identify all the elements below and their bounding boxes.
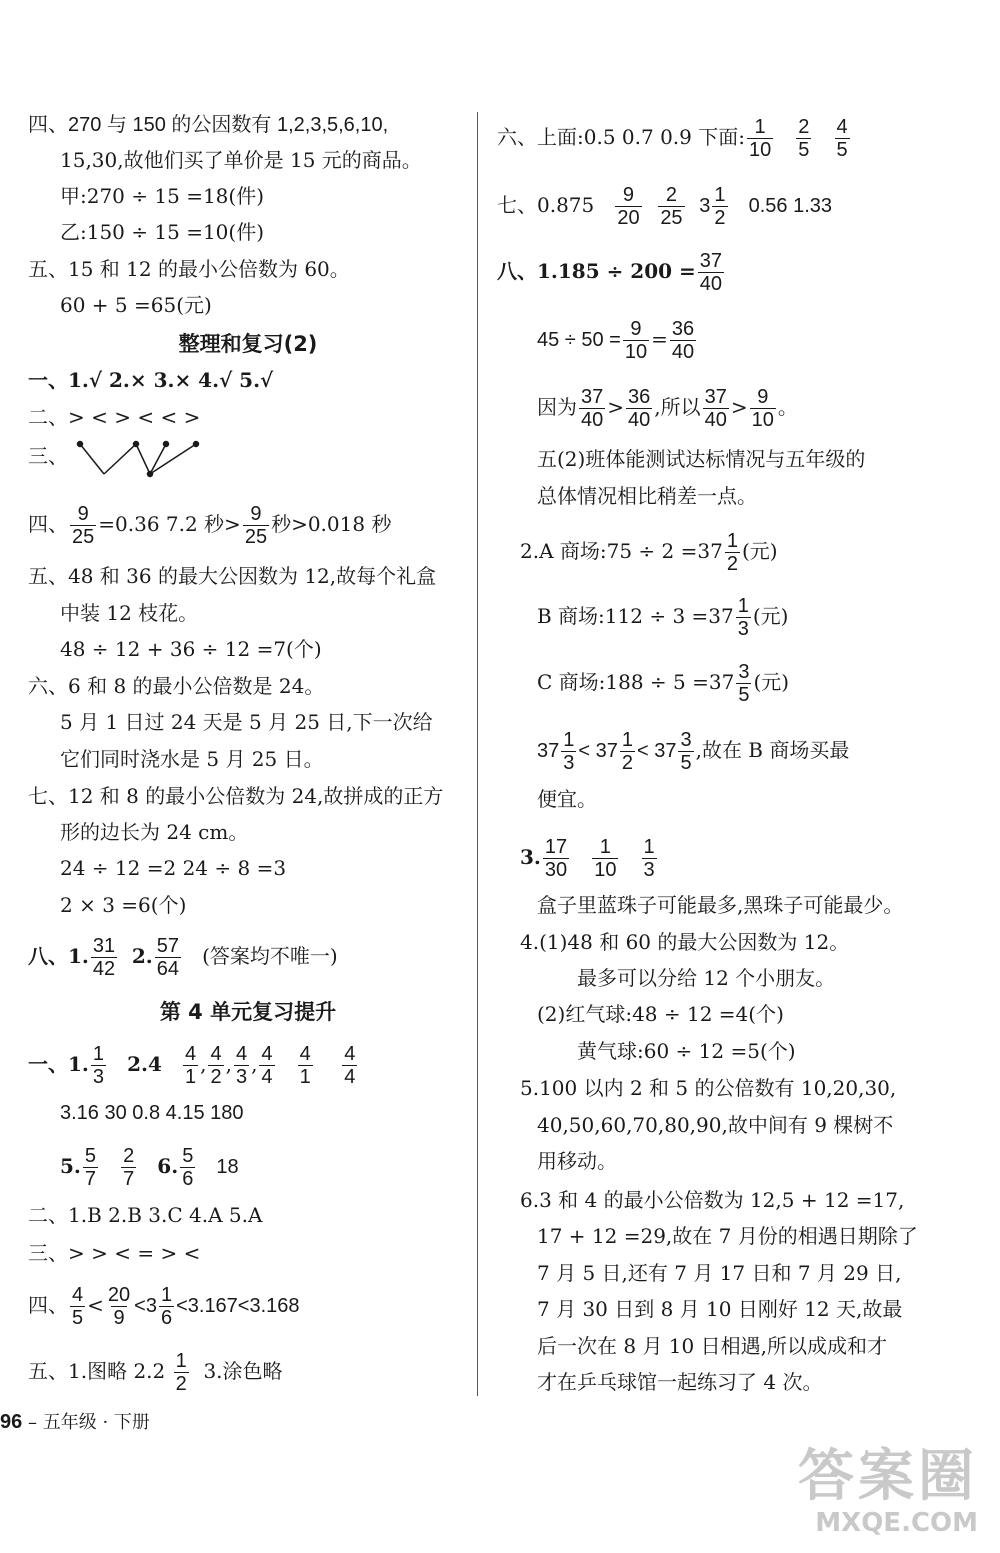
answer-ba-4d: 黄气球:60 ÷ 12 =5(个) [577, 1039, 796, 1063]
fraction: $\frac{5}{7}$ [84, 1145, 97, 1190]
review2-q1: 一、1.√ 2.× 3.× 4.√ 5.√ [28, 368, 274, 392]
review2-q7-line4: 2 × 3 =6(个) [60, 893, 187, 917]
fraction: $\frac{3}{5}$ [738, 661, 750, 706]
fraction: $\frac{2}{25}$ [660, 184, 683, 229]
fraction: $\frac{4}{4}$ [261, 1043, 273, 1088]
fraction: $\frac{36}{40}$ [628, 386, 651, 431]
unit4-q1-line3: 5. $\frac{5}{7}$ $\frac{2}{7}$ 6. $\frac{5}{6}$ 18 [60, 1145, 239, 1190]
watermark-text: 答案圈 [798, 1444, 978, 1509]
fraction: $\frac{2}{7}$ [123, 1145, 135, 1190]
fraction: $\frac{2}{5}$ [798, 116, 810, 161]
answer-ba-2b: B 商场:112 ÷ 3 =37 $\frac{1}{3}$ (元) [537, 595, 789, 640]
answer-ba-6d: 7 月 30 日到 8 月 10 日刚好 12 天,故最 [537, 1297, 903, 1321]
answer-liu: 六、上面:0.5 0.7 0.9 下面: $\frac{1}{10}$ $\frac{2}{5}$ $\frac{4}{5}$ [497, 116, 848, 161]
fraction: $\frac{1}{3}$ [737, 595, 749, 640]
fraction: $\frac{31}{42}$ [92, 935, 116, 980]
fraction: $\frac{37}{40}$ [699, 250, 723, 295]
review2-q7-line2: 形的边长为 24 cm。 [60, 820, 249, 844]
fraction: $\frac{37}{40}$ [581, 386, 604, 431]
fraction: $\frac{1}{10}$ [594, 836, 617, 881]
answer-ba-2a: 2.A 商场:75 ÷ 2 =37 $\frac{1}{2}$ (元) [520, 530, 778, 575]
fraction: $\frac{9}{20}$ [617, 184, 640, 229]
fraction: $\frac{4}{3}$ [235, 1043, 248, 1088]
section-title-review2: 整理和复习(2) [178, 332, 318, 356]
review2-q6: 六、6 和 8 的最小公倍数是 24。 [28, 674, 325, 698]
fraction: $\frac{17}{30}$ [544, 836, 568, 881]
answer-ba-5c: 用移动。 [537, 1149, 617, 1173]
review2-q7: 七、12 和 8 的最小公倍数为 24,故拼成的正方 [28, 784, 444, 808]
fraction: $\frac{1}{3}$ [643, 836, 655, 881]
fraction: $\frac{1}{2}$ [714, 184, 726, 229]
review2-q6-line2: 5 月 1 日过 24 天是 5 月 25 日,下一次给 [60, 710, 433, 734]
fraction: $\frac{4}{5}$ [836, 116, 848, 161]
page-number: 96 [0, 1411, 23, 1433]
answer-ba-4b: 最多可以分给 12 个小朋友。 [577, 966, 836, 990]
fraction: $\frac{1}{2}$ [726, 530, 738, 575]
answer-si-line2: 15,30,故他们买了单价是 15 元的商品。 [60, 148, 422, 172]
fraction: $\frac{4}{1}$ [184, 1043, 197, 1088]
unit4-q1: 一、1. $\frac{1}{3}$ 2.4 $\frac{4}{1}$ , $\frac{4}{2}$ , $\frac{4}{3}$ , $\frac{4}{4}$ $\frac{4}{1}$ $\frac{4}{4}$ [28, 1043, 356, 1088]
answer-ba-6b: 17 + 12 =29,故在 7 月份的相遇日期除了 [537, 1224, 918, 1248]
watermark-url: MXQE.COM [815, 1508, 978, 1538]
footer-separator: – [27, 1412, 37, 1433]
fraction: $\frac{9}{25}$ [72, 503, 95, 548]
answer-ba-1-line4: 五(2)班体能测试达标情况与五年级的 [537, 447, 866, 471]
answer-wu-line2: 60 + 5 =65(元) [60, 293, 212, 317]
fraction: $\frac{4}{1}$ [299, 1043, 311, 1088]
answer-ba-6c: 7 月 5 日,还有 7 月 17 日和 7 月 29 日, [537, 1261, 902, 1285]
matching-lines-diagram [74, 440, 224, 478]
unit4-q5: 五、1.图略 2.2 $\frac{1}{2}$ 3.涂色略 [28, 1350, 283, 1395]
footer-grade: 五年级 · 下册 [42, 1412, 150, 1433]
fraction: $\frac{9}{25}$ [244, 503, 268, 548]
fraction: $\frac{9}{10}$ [624, 318, 648, 363]
answer-qi: 七、0.875 $\frac{9}{20}$ $\frac{2}{25}$ 3 $\frac{1}{2}$ 0.56 1.33 [497, 184, 833, 229]
answer-wu: 五、15 和 12 的最小公倍数为 60。 [28, 257, 350, 281]
review2-q5-line2: 中装 12 枝花。 [60, 601, 199, 625]
answer-ba-1-line5: 总体情况相比稍差一点。 [537, 484, 757, 508]
unit4-q3: 三、> > < = > < [28, 1241, 201, 1265]
answer-ba-6f: 才在乒乓球馆一起练习了 4 次。 [537, 1370, 823, 1394]
fraction: $\frac{5}{6}$ [182, 1145, 194, 1190]
answer-ba-2c: C 商场:188 ÷ 5 =37 $\frac{3}{5}$ (元) [537, 661, 790, 706]
review2-q3: 三、 [28, 440, 224, 478]
answer-ba-3-line2: 盒子里蓝珠子可能最多,黑珠子可能最少。 [537, 893, 904, 917]
answer-ba-6e: 后一次在 8 月 10 日相遇,所以成成和才 [537, 1334, 887, 1358]
fraction: $\frac{1}{2}$ [621, 729, 633, 774]
fraction: $\frac{9}{10}$ [751, 386, 774, 431]
answer-ba-6a: 6.3 和 4 的最小公倍数为 12,5 + 12 =17, [520, 1188, 905, 1212]
answer-ba-2e: 便宜。 [537, 787, 597, 811]
fraction: $\frac{4}{4}$ [344, 1043, 356, 1088]
answer-si-line4: 乙:150 ÷ 15 =10(件) [60, 220, 265, 244]
section-title-unit4: 第 4 单元复习提升 [159, 1000, 337, 1024]
column-divider [477, 112, 478, 1396]
fraction: $\frac{37}{40}$ [704, 386, 727, 431]
fraction: $\frac{20}{9}$ [107, 1284, 131, 1329]
page-footer [0, 1408, 150, 1434]
answer-ba-1: 八、1.185 ÷ 200 = $\frac{37}{40}$ [497, 250, 723, 295]
answer-ba-4c: (2)红气球:48 ÷ 12 =4(个) [537, 1002, 784, 1026]
fraction: $\frac{1}{2}$ [175, 1350, 187, 1395]
answer-ba-4a: 4.(1)48 和 60 的最大公因数为 12。 [520, 930, 850, 954]
fraction: $\frac{4}{2}$ [210, 1043, 222, 1088]
answer-si-line3: 甲:270 ÷ 15 =18(件) [60, 184, 265, 208]
fraction: $\frac{1}{6}$ [160, 1284, 173, 1329]
answer-ba-2d: 37 $\frac{1}{3}$ < 37 $\frac{1}{2}$ < 37 $\frac{3}{5}$ ,故在 B 商场买最 [537, 729, 850, 774]
answer-ba-1-line3: 因为 $\frac{37}{40}$ > $\frac{36}{40}$ ,所以 $\frac{37}{40}$ > $\frac{9}{10}$ 。 [537, 386, 798, 431]
answer-ba-3: 3. $\frac{17}{30}$ $\frac{1}{10}$ $\frac{1}{3}$ [520, 836, 655, 881]
watermark-logo [798, 1432, 978, 1538]
review2-q7-line3: 24 ÷ 12 =2 24 ÷ 8 =3 [60, 856, 287, 880]
review2-q8: 八、1. $\frac{31}{42}$ 2. $\frac{57}{64}$ (答案均不唯一) [28, 935, 338, 980]
fraction: $\frac{1}{3}$ [563, 729, 575, 774]
review2-q6-line3: 它们同时浇水是 5 月 25 日。 [60, 747, 324, 771]
answer-ba-1-line2: 45 ÷ 50 = $\frac{9}{10}$ = $\frac{36}{40}$ [537, 318, 695, 363]
review2-q2: 二、> < > < < > [28, 405, 201, 429]
fraction: $\frac{36}{40}$ [671, 318, 695, 363]
fraction: $\frac{4}{5}$ [72, 1284, 84, 1329]
fraction: $\frac{57}{64}$ [156, 935, 179, 980]
answer-ba-5b: 40,50,60,70,80,90,故中间有 9 棵树不 [537, 1113, 894, 1137]
review2-q5-line3: 48 ÷ 12 + 36 ÷ 12 =7(个) [60, 637, 322, 661]
fraction: $\frac{1}{3}$ [92, 1043, 105, 1088]
answer-si: 四、270 与 150 的公因数有 1,2,3,5,6,10, [28, 112, 389, 136]
review2-q5: 五、48 和 36 的最大公因数为 12,故每个礼盒 [28, 564, 437, 588]
fraction: $\frac{3}{5}$ [680, 729, 692, 774]
review2-q4: 四、 $\frac{9}{25}$ =0.36 7.2 秒> $\frac{9}{25}$ 秒>0.018 秒 [28, 503, 392, 548]
unit4-q4: 四、 $\frac{4}{5}$ < $\frac{20}{9}$ <3 $\frac{1}{6}$ <3.167<3.168 [28, 1284, 300, 1329]
unit4-q2: 二、1.B 2.B 3.C 4.A 5.A [28, 1203, 263, 1227]
unit4-q1-line2: 3.16 30 0.8 4.15 180 [60, 1102, 244, 1124]
fraction: $\frac{1}{10}$ [748, 116, 772, 161]
answer-ba-5a: 5.100 以内 2 和 5 的公倍数有 10,20,30, [520, 1076, 897, 1100]
